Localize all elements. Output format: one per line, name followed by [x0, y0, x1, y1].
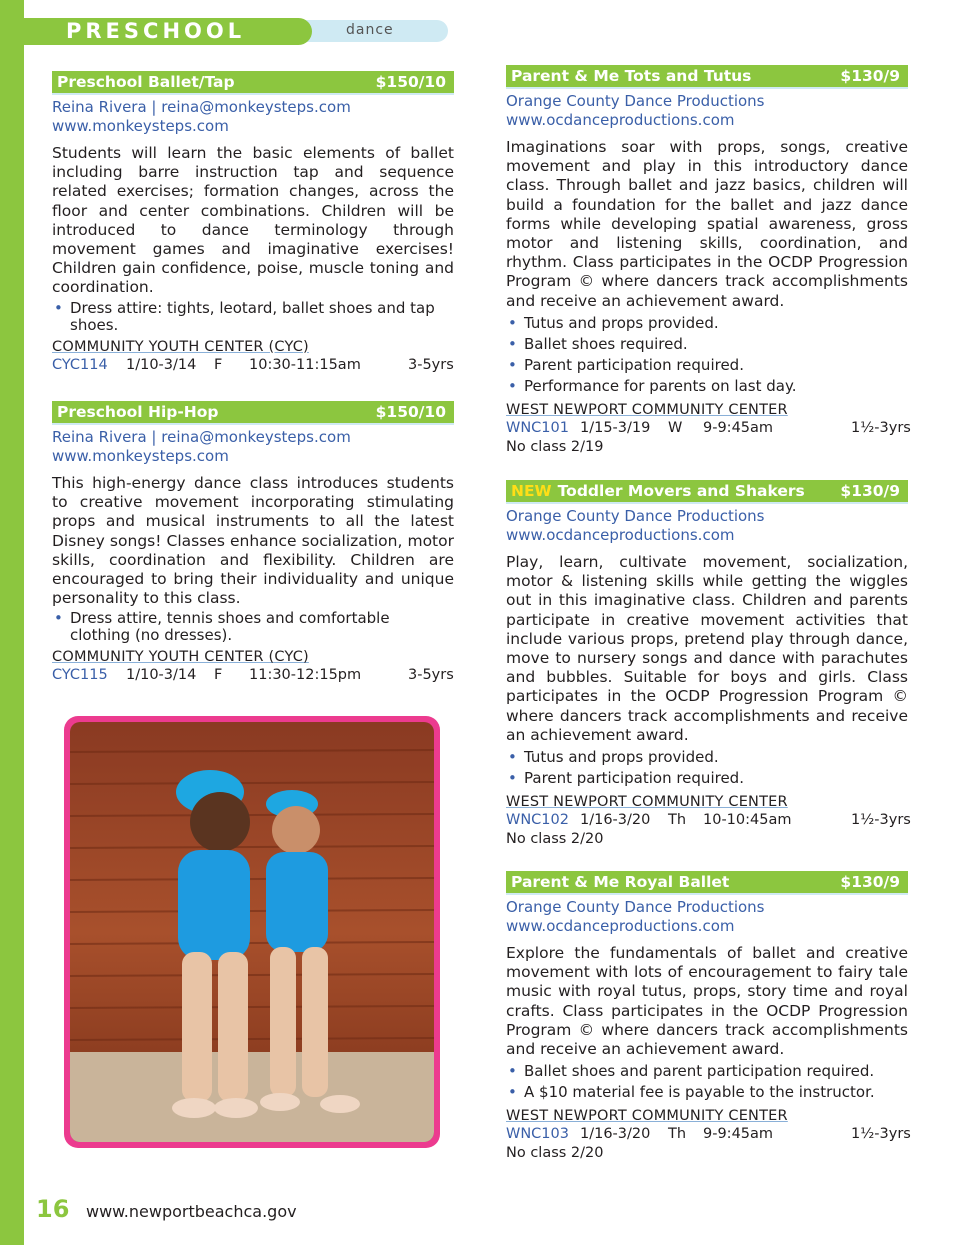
- bullet-item: • Dress attire: tights, leotard, ballet shoes and tap shoes.: [52, 300, 454, 334]
- class-description: Play, learn, cultivate movement, socialization, motor & listening skills while getting the wiggles out in this imaginative class. Children and parents participate in creative movement activities that include various props, pretend play through dance, move to nursery songs and dance with parachutes and bubbles. Suitable for boys and girls. Class participates in the OCDP Progression Program © where dancers track accomplishments and receive an achievement award.: [506, 553, 908, 744]
- class-price: $130/9: [840, 873, 900, 891]
- class-title: Preschool Hip-Hop: [57, 403, 219, 421]
- bullet-list: [506, 1061, 908, 1103]
- class-title: Parent & Me Royal Ballet: [511, 873, 730, 891]
- class-header: [52, 401, 454, 425]
- bullet-list: [506, 313, 908, 397]
- subsection-label: dance: [346, 22, 394, 38]
- schedule-day: F: [214, 667, 223, 684]
- website-link[interactable]: www.ocdanceproductions.com: [506, 917, 735, 935]
- location-label: COMMUNITY YOUTH CENTER (CYC): [52, 338, 309, 355]
- course-code-link[interactable]: CYC114: [52, 356, 108, 373]
- schedule-day: Th: [668, 812, 687, 829]
- bullet-list: [52, 300, 454, 334]
- schedule-row: [506, 811, 911, 830]
- website-link[interactable]: www.monkeysteps.com: [52, 117, 229, 135]
- footer-url-link[interactable]: www.newportbeachca.gov: [86, 1202, 297, 1221]
- no-class-note: No class 2/20: [506, 831, 604, 848]
- bullet-item: • Parent participation required.: [506, 768, 908, 789]
- section-title: PRESCHOOL: [66, 19, 246, 43]
- class-description: Explore the fundamentals of ballet and creative movement with lots of encouragement to fairy tale music with royal tutus, props, story time and royal crafts. Class participates in the OCDP Progression Program © where dancers track accomplishments and receive an achievement award.: [506, 944, 908, 1059]
- website-link[interactable]: www.monkeysteps.com: [52, 447, 229, 465]
- class-description: Students will learn the basic elements of ballet including barre instruction tap and sequence related exercises; formation changes, across the floor and center combinations. Children will be introduced to dance terminology through movement games and imaginative exercises! Children gain confidence, poise, muscle toning and coordination.: [52, 144, 454, 297]
- bullet-item: • Dress attire, tennis shoes and comfortable clothing (no dresses).: [52, 610, 454, 644]
- schedule-row: [52, 356, 454, 375]
- schedule-time: 9-9:45am: [703, 1126, 774, 1143]
- schedule-day: Th: [668, 1126, 687, 1143]
- class-card-royal-ballet: [506, 871, 911, 1163]
- location-label: WEST NEWPORT COMMUNITY CENTER: [506, 401, 788, 418]
- contact-line[interactable]: Reina Rivera | reina@monkeysteps.com: [52, 98, 351, 116]
- website-link[interactable]: www.ocdanceproductions.com: [506, 111, 735, 129]
- class-title: Toddler Movers and Shakers: [557, 482, 805, 500]
- class-title: Parent & Me Tots and Tutus: [511, 67, 752, 85]
- no-class-note: No class 2/19: [506, 438, 604, 455]
- bullet-item: • Tutus and props provided.: [506, 313, 908, 334]
- provider-name: Orange County Dance Productions: [506, 92, 765, 110]
- schedule-age: 1½-3yrs: [851, 419, 911, 436]
- class-price: $130/9: [840, 482, 900, 500]
- class-card-hip-hop: [52, 401, 454, 685]
- no-class-note: No class 2/20: [506, 1145, 604, 1162]
- schedule-time: 11:30-12:15pm: [249, 667, 362, 684]
- bullet-list: [52, 610, 454, 644]
- location-label: WEST NEWPORT COMMUNITY CENTER: [506, 1108, 788, 1125]
- class-price: $150/10: [375, 403, 446, 421]
- left-accent-bar: [0, 0, 24, 1245]
- class-card-tots-and-tutus: [506, 65, 911, 457]
- schedule-row: [506, 1125, 911, 1144]
- class-title: Preschool Ballet/Tap: [57, 73, 235, 91]
- schedule-dates: 1/10-3/14: [126, 667, 197, 684]
- bullet-item: • Parent participation required.: [506, 355, 908, 376]
- schedule-row: [52, 666, 454, 685]
- schedule-dates: 1/16-3/20: [580, 1126, 651, 1143]
- dancers-photo: [70, 722, 434, 1142]
- schedule-dates: 1/15-3/19: [580, 419, 651, 436]
- class-price: $130/9: [840, 67, 900, 85]
- bullet-list: [506, 747, 908, 789]
- course-code-link[interactable]: WNC101: [506, 419, 569, 436]
- schedule-time: 9-9:45am: [703, 419, 774, 436]
- schedule-dates: 1/16-3/20: [580, 812, 651, 829]
- website-link[interactable]: www.ocdanceproductions.com: [506, 526, 735, 544]
- location-label: COMMUNITY YOUTH CENTER (CYC): [52, 649, 309, 666]
- bullet-item: • Ballet shoes and parent participation required.: [506, 1061, 908, 1082]
- schedule-age: 1½-3yrs: [851, 1126, 911, 1143]
- class-header: [506, 871, 908, 895]
- bullet-item: • Tutus and props provided.: [506, 747, 908, 768]
- schedule-day: F: [214, 356, 223, 373]
- schedule-age: 3-5yrs: [408, 667, 454, 684]
- bullet-item: • A $10 material fee is payable to the instructor.: [506, 1082, 908, 1103]
- new-badge: NEW: [511, 482, 552, 500]
- class-description: Imaginations soar with props, songs, creative movement and play in this introductory dance class. Through ballet and jazz basics, children will build a foundation for the ballet and jazz dance forms while developing spatial awareness, gross motor and listening skills, coordination, and rhythm. Class participates in the OCDP Progression Program © where dancers track accomplishments and receive an achievement award.: [506, 138, 908, 310]
- bullet-item: • Ballet shoes required.: [506, 334, 908, 355]
- schedule-age: 1½-3yrs: [851, 812, 911, 829]
- course-code-link[interactable]: CYC115: [52, 667, 108, 684]
- course-code-link[interactable]: WNC103: [506, 1126, 569, 1143]
- class-header: [506, 65, 908, 89]
- class-price: $150/10: [375, 73, 446, 91]
- schedule-row: [506, 419, 911, 438]
- schedule-time: 10-10:45am: [703, 812, 792, 829]
- schedule-age: 3-5yrs: [408, 356, 454, 373]
- class-header: [506, 480, 908, 504]
- schedule-day: W: [668, 419, 683, 436]
- page-number: 16: [36, 1195, 70, 1223]
- contact-line[interactable]: Reina Rivera | reina@monkeysteps.com: [52, 428, 351, 446]
- provider-name: Orange County Dance Productions: [506, 507, 765, 525]
- schedule-dates: 1/10-3/14: [126, 356, 197, 373]
- bullet-item: • Performance for parents on last day.: [506, 376, 908, 397]
- class-header: [52, 71, 454, 95]
- provider-name: Orange County Dance Productions: [506, 898, 765, 916]
- class-card-toddler-movers: [506, 480, 911, 849]
- schedule-time: 10:30-11:15am: [249, 356, 361, 373]
- course-code-link[interactable]: WNC102: [506, 812, 569, 829]
- class-description: This high-energy dance class introduces students to creative movement incorporating stimulating props and musical instruments to all the latest Disney songs! Classes enhance socialization, motor skills, coordination and flexibility. Children are encouraged to bring their individuality and unique personality to this class.: [52, 474, 454, 608]
- class-card-ballet-tap: [52, 71, 454, 375]
- location-label: WEST NEWPORT COMMUNITY CENTER: [506, 794, 788, 811]
